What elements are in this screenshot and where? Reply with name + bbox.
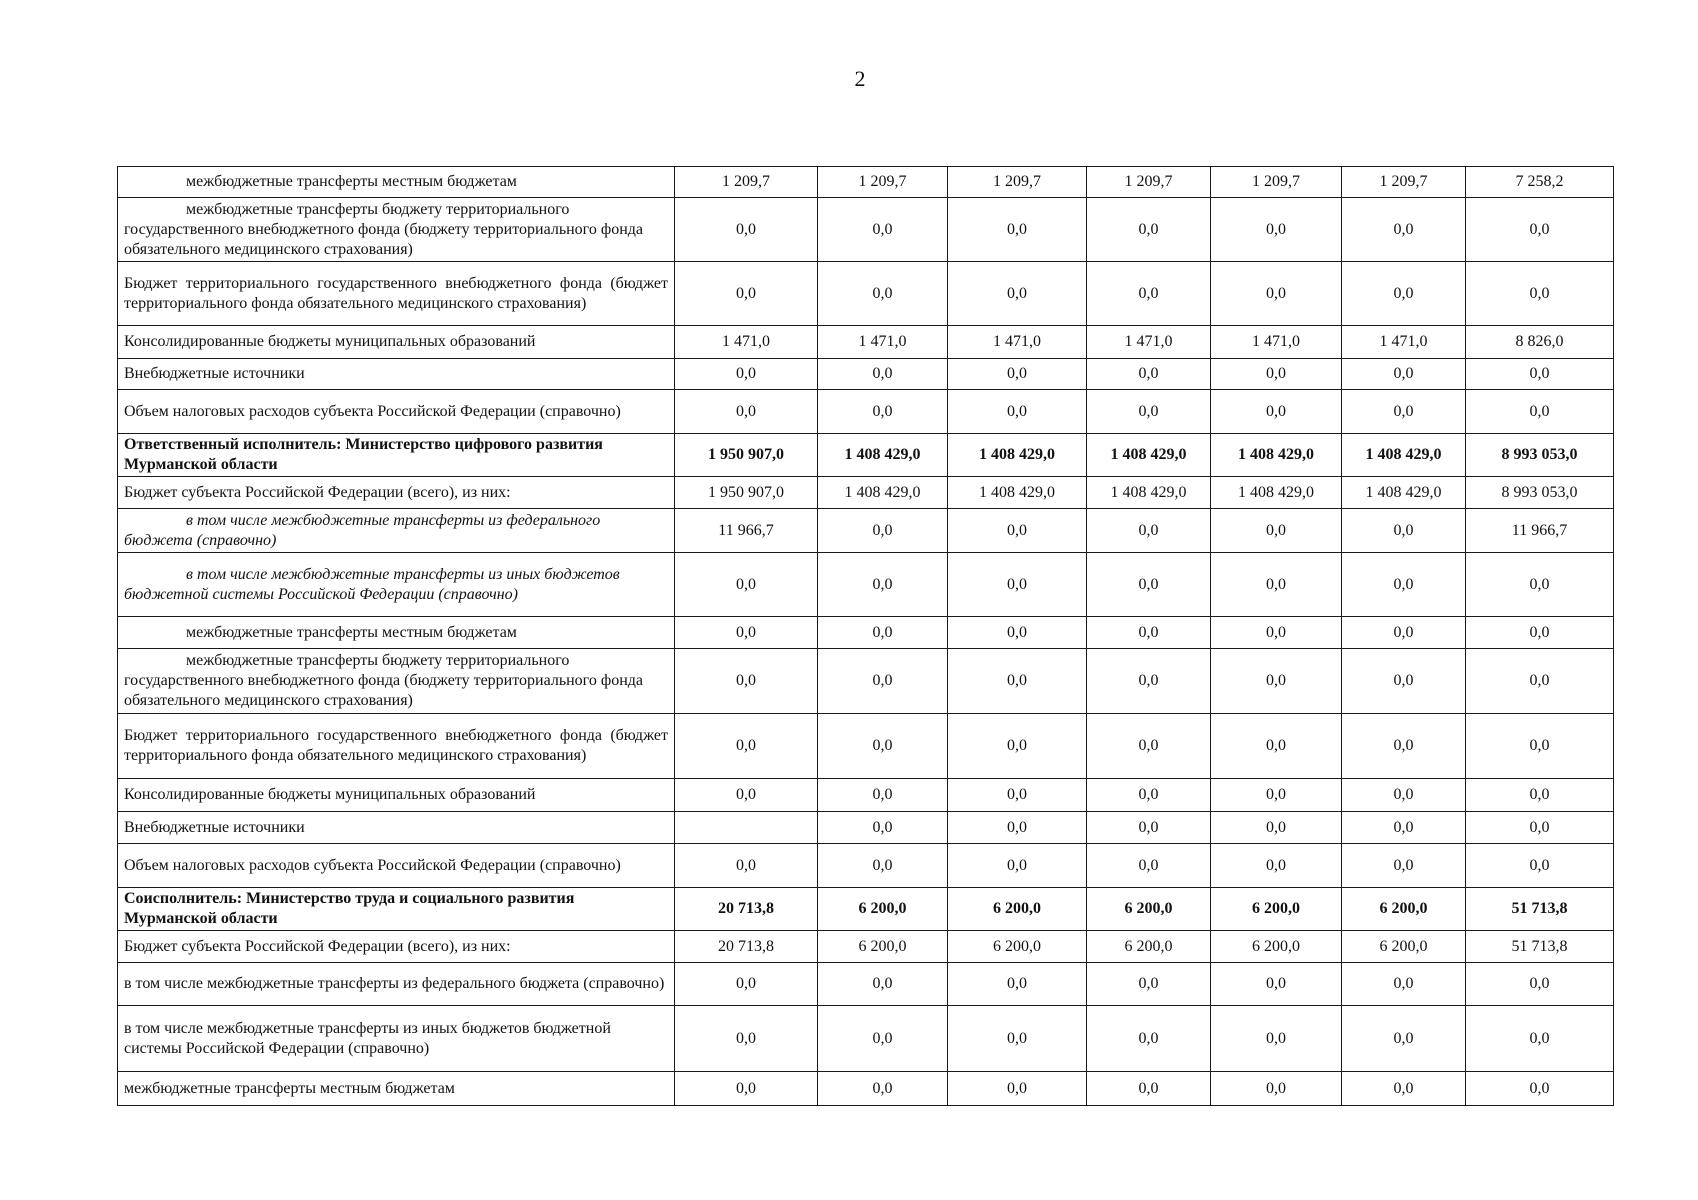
value-cell: 0,0 (1087, 617, 1211, 649)
total-cell: 0,0 (1466, 390, 1614, 434)
value-cell: 0,0 (1211, 553, 1342, 617)
value-cell: 0,0 (1342, 649, 1466, 714)
value-cell: 0,0 (818, 1006, 948, 1072)
value-cell: 6 200,0 (1211, 931, 1342, 963)
table-row (118, 812, 1614, 844)
value-cell: 0,0 (818, 963, 948, 1006)
value-cell: 11 966,7 (675, 509, 818, 553)
value-cell: 0,0 (1211, 714, 1342, 779)
value-cell: 0,0 (1211, 844, 1342, 888)
value-cell: 0,0 (1342, 844, 1466, 888)
value-cell: 0,0 (948, 714, 1087, 779)
value-cell: 0,0 (818, 617, 948, 649)
value-cell: 0,0 (1211, 509, 1342, 553)
total-cell: 0,0 (1466, 359, 1614, 390)
table-row (118, 888, 1614, 931)
table-row (118, 931, 1614, 963)
value-cell: 0,0 (1211, 262, 1342, 326)
value-cell: 1 950 907,0 (675, 477, 818, 509)
page-number: 2 (854, 66, 866, 91)
value-cell: 0,0 (675, 844, 818, 888)
row-label: межбюджетные трансферты бюджету территориального государственного внебюджетного фонда (бюджету территориального фонда обязательного медицинского страхования) (118, 198, 675, 262)
value-cell: 0,0 (1342, 714, 1466, 779)
table-row (118, 509, 1614, 553)
value-cell: 0,0 (948, 198, 1087, 262)
total-cell: 0,0 (1466, 714, 1614, 779)
row-label: Объем налоговых расходов субъекта Российской Федерации (справочно) (118, 844, 675, 888)
table-row (118, 963, 1614, 1006)
value-cell: 6 200,0 (818, 888, 948, 931)
total-cell: 8 993 053,0 (1466, 434, 1614, 477)
value-cell: 0,0 (1087, 390, 1211, 434)
value-cell: 0,0 (1087, 844, 1211, 888)
table-row (118, 198, 1614, 262)
value-cell: 0,0 (1087, 812, 1211, 844)
value-cell: 0,0 (1211, 390, 1342, 434)
value-cell: 0,0 (1211, 812, 1342, 844)
value-cell: 0,0 (948, 553, 1087, 617)
budget-table (117, 166, 1614, 1106)
value-cell: 0,0 (675, 617, 818, 649)
row-label: Соисполнитель: Министерство труда и социального развития Мурманской области (118, 888, 675, 931)
value-cell: 1 408 429,0 (818, 477, 948, 509)
row-label: Бюджет территориального государственного внебюджетного фонда (бюджет территориального фонда обязательного медицинского страхования) (118, 262, 675, 326)
row-label: межбюджетные трансферты бюджету территориального государственного внебюджетного фонда (бюджету территориального фонда обязательного медицинского страхования) (118, 649, 675, 714)
value-cell: 1 950 907,0 (675, 434, 818, 477)
row-label: межбюджетные трансферты местным бюджетам (118, 1072, 675, 1106)
value-cell: 0,0 (1342, 262, 1466, 326)
row-label: Консолидированные бюджеты муниципальных образований (118, 779, 675, 812)
total-cell: 0,0 (1466, 262, 1614, 326)
value-cell: 20 713,8 (675, 931, 818, 963)
value-cell: 6 200,0 (1087, 888, 1211, 931)
value-cell: 6 200,0 (1211, 888, 1342, 931)
total-cell: 51 713,8 (1466, 888, 1614, 931)
total-cell: 0,0 (1466, 844, 1614, 888)
value-cell: 6 200,0 (1342, 931, 1466, 963)
row-label: Бюджет территориального государственного внебюджетного фонда (бюджет территориального фонда обязательного медицинского страхования) (118, 714, 675, 779)
value-cell: 1 471,0 (1211, 326, 1342, 359)
row-label: в том числе межбюджетные трансферты из иных бюджетов бюджетной системы Российской Федерации (справочно) (118, 553, 675, 617)
total-cell: 0,0 (1466, 1006, 1614, 1072)
table-row (118, 649, 1614, 714)
value-cell: 1 471,0 (1342, 326, 1466, 359)
table-row (118, 1006, 1614, 1072)
value-cell: 0,0 (1211, 359, 1342, 390)
value-cell: 1 408 429,0 (1087, 434, 1211, 477)
value-cell: 1 408 429,0 (1342, 477, 1466, 509)
value-cell: 6 200,0 (1087, 931, 1211, 963)
value-cell: 0,0 (948, 1006, 1087, 1072)
value-cell: 0,0 (818, 509, 948, 553)
row-label: Объем налоговых расходов субъекта Российской Федерации (справочно) (118, 390, 675, 434)
total-cell: 11 966,7 (1466, 509, 1614, 553)
value-cell: 1 408 429,0 (818, 434, 948, 477)
row-label: Бюджет субъекта Российской Федерации (всего), из них: (118, 477, 675, 509)
value-cell: 0,0 (948, 649, 1087, 714)
value-cell: 1 209,7 (675, 167, 818, 198)
value-cell: 0,0 (1342, 963, 1466, 1006)
value-cell: 0,0 (1342, 553, 1466, 617)
value-cell: 0,0 (675, 262, 818, 326)
value-cell: 1 408 429,0 (948, 434, 1087, 477)
total-cell: 8 826,0 (1466, 326, 1614, 359)
value-cell: 0,0 (1087, 649, 1211, 714)
value-cell: 0,0 (818, 779, 948, 812)
value-cell: 0,0 (675, 1072, 818, 1106)
row-label: в том числе межбюджетные трансферты из федерального бюджета (справочно) (118, 509, 675, 553)
value-cell: 0,0 (675, 649, 818, 714)
value-cell: 0,0 (1087, 1006, 1211, 1072)
table-row (118, 167, 1614, 198)
value-cell: 0,0 (1087, 359, 1211, 390)
value-cell: 0,0 (818, 198, 948, 262)
value-cell: 6 200,0 (1342, 888, 1466, 931)
total-cell: 0,0 (1466, 649, 1614, 714)
value-cell: 1 471,0 (1087, 326, 1211, 359)
table-row (118, 434, 1614, 477)
total-cell: 0,0 (1466, 812, 1614, 844)
table-row (118, 714, 1614, 779)
value-cell: 0,0 (818, 649, 948, 714)
value-cell: 1 408 429,0 (1087, 477, 1211, 509)
value-cell: 0,0 (818, 553, 948, 617)
value-cell: 0,0 (1087, 553, 1211, 617)
value-cell: 0,0 (818, 812, 948, 844)
value-cell: 0,0 (1087, 779, 1211, 812)
value-cell: 1 408 429,0 (1211, 477, 1342, 509)
table-row (118, 617, 1614, 649)
value-cell: 0,0 (818, 714, 948, 779)
value-cell: 0,0 (948, 262, 1087, 326)
value-cell: 1 408 429,0 (1342, 434, 1466, 477)
value-cell: 0,0 (818, 844, 948, 888)
value-cell: 0,0 (1342, 1072, 1466, 1106)
value-cell: 0,0 (1342, 198, 1466, 262)
value-cell: 1 209,7 (818, 167, 948, 198)
value-cell: 0,0 (1211, 649, 1342, 714)
table-row (118, 390, 1614, 434)
value-cell: 0,0 (1342, 509, 1466, 553)
total-cell: 0,0 (1466, 1072, 1614, 1106)
value-cell: 0,0 (818, 1072, 948, 1106)
total-cell: 0,0 (1466, 779, 1614, 812)
value-cell: 0,0 (675, 359, 818, 390)
value-cell: 20 713,8 (675, 888, 818, 931)
value-cell: 0,0 (1211, 779, 1342, 812)
value-cell: 0,0 (1342, 617, 1466, 649)
total-cell: 0,0 (1466, 198, 1614, 262)
value-cell: 0,0 (948, 509, 1087, 553)
value-cell: 1 408 429,0 (1211, 434, 1342, 477)
table-row (118, 262, 1614, 326)
value-cell: 0,0 (1087, 1072, 1211, 1106)
value-cell: 0,0 (675, 963, 818, 1006)
value-cell: 0,0 (948, 390, 1087, 434)
row-label: в том числе межбюджетные трансферты из федерального бюджета (справочно) (118, 963, 675, 1006)
total-cell: 51 713,8 (1466, 931, 1614, 963)
row-label: межбюджетные трансферты местным бюджетам (118, 617, 675, 649)
value-cell: 1 408 429,0 (948, 477, 1087, 509)
value-cell: 0,0 (675, 553, 818, 617)
total-cell: 7 258,2 (1466, 167, 1614, 198)
value-cell: 0,0 (1087, 509, 1211, 553)
value-cell: 0,0 (948, 779, 1087, 812)
total-cell: 8 993 053,0 (1466, 477, 1614, 509)
value-cell: 0,0 (1211, 198, 1342, 262)
total-cell: 0,0 (1466, 553, 1614, 617)
value-cell: 0,0 (818, 390, 948, 434)
value-cell: 1 209,7 (1087, 167, 1211, 198)
table-row (118, 326, 1614, 359)
value-cell: 0,0 (1211, 1072, 1342, 1106)
table-row (118, 1072, 1614, 1106)
table-row (118, 779, 1614, 812)
value-cell: 0,0 (818, 262, 948, 326)
row-label: Внебюджетные источники (118, 812, 675, 844)
row-label: Консолидированные бюджеты муниципальных образований (118, 326, 675, 359)
value-cell: 0,0 (1211, 617, 1342, 649)
value-cell: 0,0 (675, 198, 818, 262)
total-cell: 0,0 (1466, 963, 1614, 1006)
row-label: Внебюджетные источники (118, 359, 675, 390)
value-cell: 0,0 (1087, 714, 1211, 779)
value-cell: 0,0 (675, 390, 818, 434)
value-cell: 1 209,7 (1211, 167, 1342, 198)
row-label: Бюджет субъекта Российской Федерации (всего), из них: (118, 931, 675, 963)
table-row (118, 359, 1614, 390)
value-cell: 0,0 (818, 359, 948, 390)
value-cell: 0,0 (948, 1072, 1087, 1106)
row-label: межбюджетные трансферты местным бюджетам (118, 167, 675, 198)
value-cell: 1 471,0 (675, 326, 818, 359)
value-cell: 0,0 (675, 714, 818, 779)
value-cell: 0,0 (1342, 779, 1466, 812)
value-cell: 6 200,0 (948, 888, 1087, 931)
value-cell: 0,0 (948, 617, 1087, 649)
value-cell: 0,0 (1342, 359, 1466, 390)
row-label: Ответственный исполнитель: Министерство цифрового развития Мурманской области (118, 434, 675, 477)
value-cell: 0,0 (675, 779, 818, 812)
table-row (118, 477, 1614, 509)
total-cell: 0,0 (1466, 617, 1614, 649)
value-cell: 1 209,7 (948, 167, 1087, 198)
value-cell: 1 471,0 (948, 326, 1087, 359)
value-cell: 0,0 (1342, 390, 1466, 434)
value-cell: 6 200,0 (948, 931, 1087, 963)
value-cell: 0,0 (1087, 198, 1211, 262)
value-cell: 0,0 (948, 844, 1087, 888)
value-cell: 0,0 (1211, 963, 1342, 1006)
value-cell: 0,0 (1087, 963, 1211, 1006)
row-label: в том числе межбюджетные трансферты из иных бюджетов бюджетной системы Российской Федерации (справочно) (118, 1006, 675, 1072)
value-cell: 0,0 (1342, 1006, 1466, 1072)
table-row (118, 553, 1614, 617)
value-cell: 0,0 (1211, 1006, 1342, 1072)
value-cell: 6 200,0 (818, 931, 948, 963)
value-cell: 0,0 (948, 963, 1087, 1006)
value-cell: 0,0 (675, 1006, 818, 1072)
value-cell: 1 471,0 (818, 326, 948, 359)
value-cell: 0,0 (1342, 812, 1466, 844)
value-cell (675, 812, 818, 844)
value-cell: 0,0 (1087, 262, 1211, 326)
value-cell: 0,0 (948, 812, 1087, 844)
table-row (118, 844, 1614, 888)
value-cell: 1 209,7 (1342, 167, 1466, 198)
value-cell: 0,0 (948, 359, 1087, 390)
